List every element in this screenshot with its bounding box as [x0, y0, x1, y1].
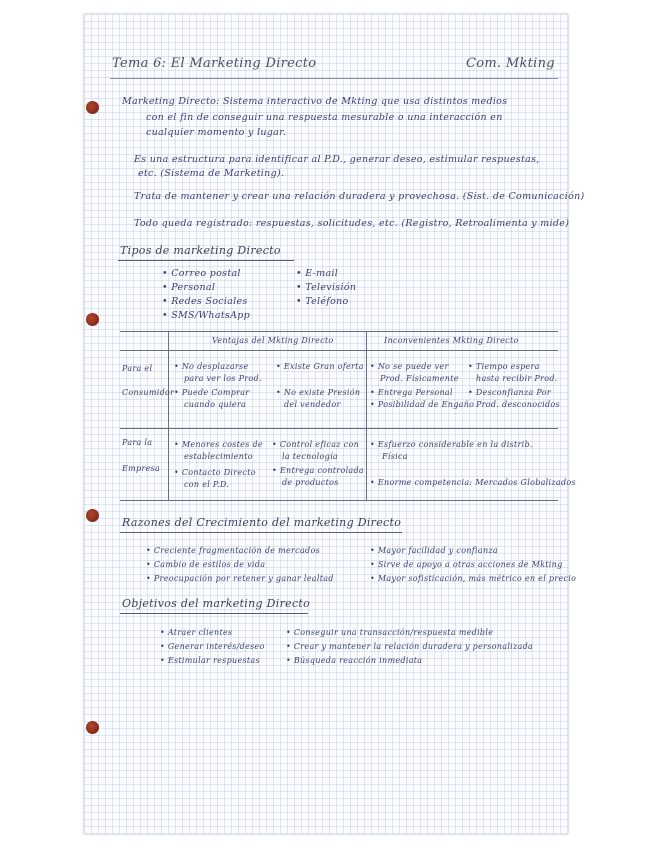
objetivos-item: • Conseguir una transacción/respuesta medible	[286, 628, 494, 637]
row-label: Consumidor	[122, 388, 175, 397]
col-header-inconvenientes: Inconvenientes Mkting Directo	[384, 336, 519, 345]
tipos-item: • SMS/WhatsApp	[162, 310, 251, 321]
definition-line-1: Marketing Directo: Sistema interactivo de Mkting que usa distintos medios	[122, 96, 508, 107]
table-cell: de productos	[282, 478, 339, 487]
table-cell: • Control eficaz con	[272, 440, 360, 449]
tipos-item: • Redes Sociales	[162, 296, 248, 307]
paragraph-1-line-1: Es una estructura para identificar al P.D., generar deseo, estimular respuestas,	[134, 154, 540, 165]
table-cell: establecimiento	[184, 452, 253, 461]
table-cell: Prod. Físicamente	[380, 374, 459, 383]
razones-item: • Mayor facilidad y confianza	[370, 546, 499, 555]
table-bottom-line	[120, 500, 558, 501]
table-cell: • Tiempo espera	[468, 362, 540, 371]
table-top-line	[120, 331, 558, 332]
row-label: Empresa	[122, 464, 161, 473]
objetivos-item: • Crear y mantener la relación duradera y personalizada	[286, 642, 534, 651]
paragraph-1-line-2: etc. (Sistema de Marketing).	[138, 168, 285, 179]
tipos-heading: Tipos de marketing Directo	[120, 244, 281, 257]
table-cell: • No existe Presión	[276, 388, 361, 397]
razones-item: • Mayor sofisticación, más métrico en el precio	[370, 574, 577, 583]
table-cell: • Posibilidad de Engaño	[370, 400, 475, 409]
table-cell: • Entrega controlada	[272, 466, 364, 475]
page-title: Tema 6: El Marketing Directo	[112, 56, 317, 71]
razones-item: • Creciente fragmentación de mercados	[146, 546, 320, 555]
tipos-underline	[118, 260, 294, 261]
table-cell: del vendedor	[284, 400, 341, 409]
objetivos-item: • Búsqueda reacción inmediata	[286, 656, 423, 665]
razones-underline	[120, 532, 402, 533]
razones-item: • Preocupación por retener y ganar lealtad	[146, 574, 334, 583]
table-cell: • No se puede ver	[370, 362, 449, 371]
tipos-item: • Correo postal	[162, 268, 241, 279]
tipos-item: • E-mail	[296, 268, 339, 279]
table-col-divider-2	[366, 331, 367, 500]
definition-line-3: cualquier momento y lugar.	[146, 127, 287, 138]
binder-hole-3	[86, 509, 99, 522]
table-row-divider	[120, 428, 558, 429]
binder-hole-2	[86, 313, 99, 326]
table-cell: la tecnología	[282, 452, 338, 461]
table-header-line	[120, 350, 558, 351]
tipos-item: • Personal	[162, 282, 216, 293]
title-underline	[110, 78, 558, 79]
objetivos-underline	[120, 613, 308, 614]
row-label: Para la	[122, 438, 153, 447]
binder-hole-4	[86, 721, 99, 734]
table-cell: • Enorme competencia: Mercados Globalizados	[370, 478, 576, 487]
col-header-ventajas: Ventajas del Mkting Directo	[212, 336, 334, 345]
razones-item: • Cambio de estilos de vida	[146, 560, 266, 569]
objetivos-item: • Atraer clientes	[160, 628, 233, 637]
table-cell: • Menores costes de	[174, 440, 263, 449]
table-cell: con el P.D.	[184, 480, 230, 489]
table-cell: • Puede Comprar	[174, 388, 250, 397]
subject-label: Com. Mkting	[466, 56, 555, 71]
table-cell: • Esfuerzo considerable en la distrib.	[370, 440, 533, 449]
table-cell: Prod. desconocidos	[476, 400, 560, 409]
table-col-divider-1	[168, 331, 169, 500]
table-cell: • Desconfianza Por	[468, 388, 552, 397]
paragraph-2: Trata de mantener y crear una relación duradera y provechosa. (Sist. de Comunicación)	[134, 191, 585, 202]
binder-hole-1	[86, 101, 99, 114]
objetivos-heading: Objetivos del marketing Directo	[122, 597, 311, 610]
objetivos-item: • Estimular respuestas	[160, 656, 260, 665]
table-cell: • Contacto Directo	[174, 468, 256, 477]
row-label: Para el	[122, 364, 153, 373]
objetivos-item: • Generar interés/deseo	[160, 642, 265, 651]
razones-heading: Razones del Crecimiento del marketing Directo	[122, 516, 402, 529]
tipos-item: • Teléfono	[296, 296, 349, 307]
razones-item: • Sirve de apoyo a otras acciones de Mkting	[370, 560, 563, 569]
definition-line-2: con el fin de conseguir una respuesta mesurable o una interacción en	[146, 112, 503, 123]
table-cell: • Entrega Personal	[370, 388, 453, 397]
tipos-item: • Televisión	[296, 282, 357, 293]
table-cell: • No desplazarse	[174, 362, 249, 371]
table-cell: Física	[382, 452, 408, 461]
table-cell: cuando quiera	[184, 400, 247, 409]
table-cell: hasta recibir Prod.	[476, 374, 558, 383]
paragraph-3: Todo queda registrado: respuestas, solicitudes, etc. (Registro, Retroalimenta y mide)	[134, 218, 570, 229]
table-cell: • Existe Gran oferta	[276, 362, 364, 371]
table-cell: para ver los Prod.	[184, 374, 262, 383]
